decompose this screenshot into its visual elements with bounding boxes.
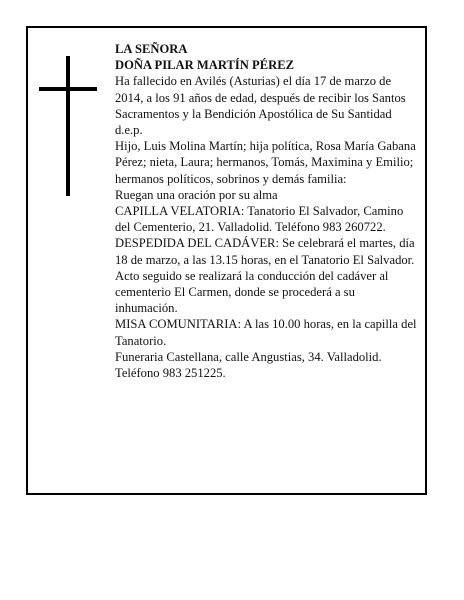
funeral-home-text: Funeraria Castellana, calle Angustias, 34. Valladolid. Teléfono 983 251225. — [115, 349, 382, 381]
cross-vertical-bar — [66, 56, 70, 196]
prayer-text: Ruegan una oración por su alma — [115, 187, 278, 202]
chapel-text: CAPILLA VELATORIA: Tanatorio El Salvador, Camino del Cementerio, 21. Valladolid. Teléfono 983 260722. — [115, 204, 404, 235]
heading-line-1: LA SEÑORA — [115, 42, 188, 56]
obituary-notice — [26, 26, 427, 495]
cross-horizontal-bar — [39, 87, 97, 91]
obituary-text — [115, 41, 420, 381]
family-text: Hijo, Luis Molina Martín; hija política, Rosa María Gabana Pérez; nieta, Laura; hermanos, Tomás, Maximina y Emilio; hermanos políticos, sobrinos y demás familia: — [115, 139, 416, 186]
dep-text: d.e.p. — [115, 123, 143, 138]
mass-text: MISA COMUNITARIA: A las 10.00 horas, en la capilla del Tanatorio. — [115, 317, 417, 348]
deceased-name: DOÑA PILAR MARTÍN PÉREZ — [115, 58, 295, 73]
announcement-text: Ha fallecido en Avilés (Asturias) el día 17 de marzo de 2014, a los 91 años de edad, después de recibir los Santos Sacramentos y la Bendición Apostólica de Su Santidad — [115, 74, 406, 121]
farewell-text: DESPEDIDA DEL CADÁVER: Se celebrará el martes, día 18 de marzo, a las 13.15 horas, en el Tanatorio El Salvador. Acto seguido se realizará la conducción del cadáver al cementerio El Carmen, donde se procederá a su inhumación. — [115, 236, 415, 316]
